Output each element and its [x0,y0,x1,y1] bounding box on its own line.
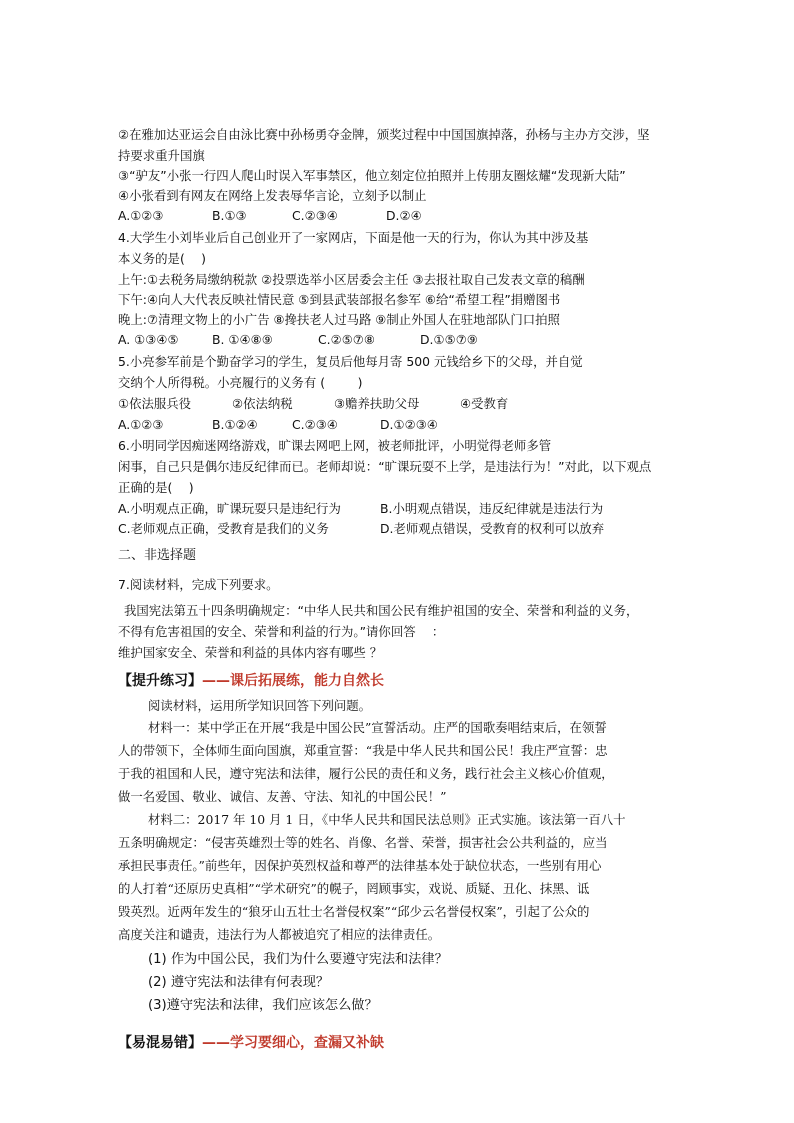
q4-option-c: C.②⑤⑦⑧ [318,332,376,347]
q7-stem: 7.阅读材料，完成下列要求。 [118,577,279,592]
q6-stem-cont: 闲事，自己只是偶尔违反纪律而已。老师却说：“旷课玩耍不上学，是违法行为！”对此，以下观点 [118,459,652,474]
material1-line-2: 人的带领下，全体师生面向国旗，郑重宣誓：“我是中华人民共和国公民！我庄严宣誓：忠 [118,743,608,758]
yihun-subtitle: ——学习要细心，查漏又补缺 [202,1035,384,1051]
material1-line-4: 做一名爱国、敬业、诚信、友善、守法、知礼的中国公民！” [118,789,447,804]
q5-item-2: ②依法纳税 [232,396,293,411]
q7-question: 维护国家安全、荣誉和利益的具体内容有哪些 ？ [118,645,383,660]
q6-option-a: A.小明观点正确，旷课玩耍只是违纪行为 [118,501,341,516]
material1-line-1: 材料一：某中学正在开展“我是中国公民”宣誓活动。庄严的国歌奏唱结束后，在领誓 [148,720,607,735]
q3-statement-4: ④小张看到有网友在网络上发表辱华言论，立刻予以制止 [118,188,427,203]
q5-option-a: A.①②③ [118,417,164,432]
q3-statement-2: ②在雅加达亚运会自由泳比赛中孙杨勇夺金牌，颁奖过程中中国国旗掉落，孙杨与主办方交涉，坚 [118,127,650,142]
q4-stem-cont: 本义务的是( ) [118,251,206,266]
tisheng-intro: 阅读材料，运用所学知识回答下列问题。 [148,698,372,713]
q6-option-d: D.老师观点错误，受教育的权利可以放弃 [380,521,605,536]
q3-option-d: D.②④ [386,208,422,223]
q4-afternoon: 下午:④向人大代表反映社情民意 ⑤到县武装部报名参军 ⑥给“希望工程”捐赠图书 [118,292,561,307]
material2-line-2: 五条明确规定：“侵害英雄烈士等的姓名、肖像、名誉、荣誉，损害社会公共利益的，应当 [118,835,608,850]
q7-material-2: 不得有危害祖国的安全、荣誉和利益的行为。”请你回答 ： [118,624,445,639]
q4-evening: 晚上:⑦清理文物上的小广告 ⑧搀扶老人过马路 ⑨制止外国人在驻地部队门口拍照 [118,312,560,327]
tisheng-bracket: 【提升练习】 [118,673,202,689]
q3-option-a: A.①②③ [118,208,164,223]
material2-line-4: 的人打着“还原历史真相”“学术研究”的幌子，罔顾事实，戏说、质疑、丑化、抹黑、诋 [118,881,590,896]
q7-material-1: 我国宪法第五十四条明确规定：“中华人民共和国公民有维护祖国的安全、荣誉和利益的义务， [124,603,639,618]
material2-line-5: 毁英烈。近两年发生的“狼牙山五壮士名誉侵权案”“邱少云名誉侵权案”，引起了公众的 [118,904,590,919]
tisheng-header [118,672,384,690]
q3-statement-2-cont: 持要求重升国旗 [118,148,205,163]
q5-item-3: ③赡养扶助父母 [334,396,420,411]
material2-line-3: 承担民事责任。”前些年，因保护英烈权益和尊严的法律基本处于缺位状态，一些别有用心 [118,858,602,873]
q5-option-d: D.①②③④ [380,417,438,432]
q5-stem: 5.小亮参军前是个勤奋学习的学生，复员后他每月寄 500 元钱给乡下的父母，并自觉 [118,354,583,369]
q6-stem-end: 正确的是( ) [118,480,194,495]
q5-stem-cont: 交纳个人所得税。小亮履行的义务有 ( ) [118,375,363,390]
q5-option-c: C.②③④ [292,417,338,432]
q4-stem: 4.大学生小刘毕业后自己创业开了一家网店，下面是他一天的行为，你认为其中涉及基 [118,230,589,245]
q6-stem: 6.小明同学因痴迷网络游戏，旷课去网吧上网，被老师批评，小明觉得老师多管 [118,438,552,453]
material2-line-6: 高度关注和谴责，违法行为人都被追究了相应的法律责任。 [118,927,441,942]
q4-option-a: A. ①③④⑤ [118,332,179,347]
q4-option-d: D.①⑤⑦⑨ [420,332,478,347]
question-2: (2) 遵守宪法和法律有何表现？ [148,975,330,990]
q4-option-b: B. ①④⑧⑨ [212,332,273,347]
q5-item-1: ①依法服兵役 [118,396,192,411]
yihun-header [118,1034,384,1052]
q3-option-c: C.②③④ [292,208,338,223]
q3-statement-3: ③“驴友”小张一行四人爬山时误入军事禁区，他立刻定位拍照并上传朋友圈炫耀“发现新大陆” [118,168,626,183]
question-3: (3)遵守宪法和法律，我们应该怎么做？ [148,998,378,1013]
q3-option-b: B.①③ [212,208,247,223]
material2-line-1: 材料二：2017 年 10 月 1 日，《中华人民共和国民法总则》正式实施。该法第一百八十 [148,812,626,827]
q5-item-4: ④受教育 [460,396,509,411]
q4-morning: 上午:①去税务局缴纳税款 ②投票选举小区居委会主任 ③去报社取自己发表文章的稿酬 [118,272,585,287]
q6-option-c: C.老师观点正确，受教育是我们的义务 [118,521,329,536]
yihun-bracket: 【易混易错】 [118,1035,202,1051]
q5-option-b: B.①②④ [212,417,258,432]
section-title: 二、非选择题 [118,548,197,563]
tisheng-subtitle: ——课后拓展练，能力自然长 [202,673,384,689]
q6-option-b: B.小明观点错误，违反纪律就是违法行为 [380,501,604,516]
material1-line-3: 于我的祖国和人民，遵守宪法和法律，履行公民的责任和义务，践行社会主义核心价值观， [118,766,614,781]
question-1: (1) 作为中国公民，我们为什么要遵守宪法和法律？ [148,952,448,967]
